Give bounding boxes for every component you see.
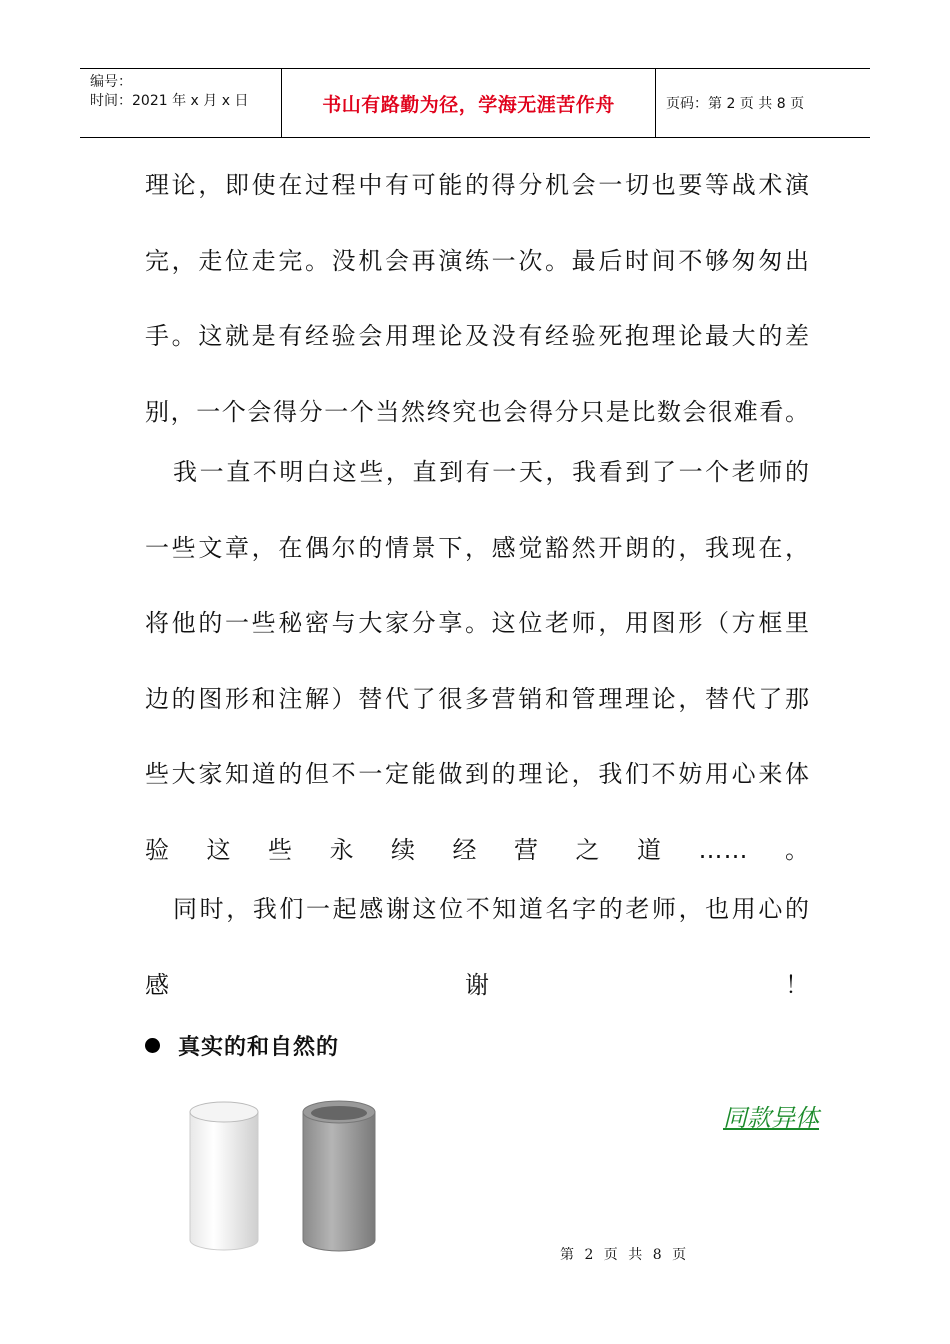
cylinders-figure	[185, 1098, 385, 1258]
header-motto: 书山有路勤为径，学海无涯苦作舟	[281, 69, 656, 137]
text-line: 验这些永续经营之道……。	[145, 835, 810, 864]
bullet-heading-text: 真实的和自然的	[178, 1035, 340, 1060]
text-line: 完，走位走完。没机会再演练一次。最后时间不够匆匆出	[145, 246, 810, 275]
paragraph-1	[145, 148, 810, 450]
page-header	[80, 68, 870, 138]
header-page-number: 页码：第 2 页 共 8 页	[666, 96, 805, 112]
gray-cylinder-icon	[303, 1101, 375, 1251]
number-label: 编号：	[90, 74, 132, 90]
text-line: 同时，我们一起感谢这位不知道名字的老师，也用心的	[173, 895, 810, 923]
text-line: 别，一个会得分一个当然终究也会得分只是比数会很难看。	[145, 397, 810, 426]
bullet-heading	[145, 1030, 339, 1061]
text-line: 我一直不明白这些，直到有一天，我看到了一个老师的	[173, 458, 810, 486]
page-footer: 第 2 页 共 8 页	[560, 1247, 690, 1263]
text-line: 手。这就是有经验会用理论及没有经验死抱理论最大的差	[145, 322, 810, 350]
bullet-icon	[145, 1038, 160, 1053]
header-meta	[80, 69, 281, 137]
text-line: 边的图形和注解）替代了很多营销和管理理论，替代了那	[145, 684, 810, 713]
paragraph-2	[145, 435, 810, 888]
text-line: 将他的一些秘密与大家分享。这位老师，用图形（方框里	[145, 609, 810, 637]
paragraph-3	[145, 872, 810, 1023]
text-line: 些大家知道的但不一定能做到的理论，我们不妨用心来体	[145, 760, 810, 788]
text-line: 感谢！	[145, 970, 810, 999]
white-cylinder-icon	[190, 1102, 258, 1250]
side-link[interactable]: 同款异体	[723, 1104, 819, 1132]
time-label: 时间：2021 年 x 月 x 日	[90, 93, 249, 109]
text-line: 理论，即使在过程中有可能的得分机会一切也要等战术演	[145, 171, 810, 199]
text-line: 一些文章，在偶尔的情景下，感觉豁然开朗的，我现在，	[145, 533, 810, 562]
